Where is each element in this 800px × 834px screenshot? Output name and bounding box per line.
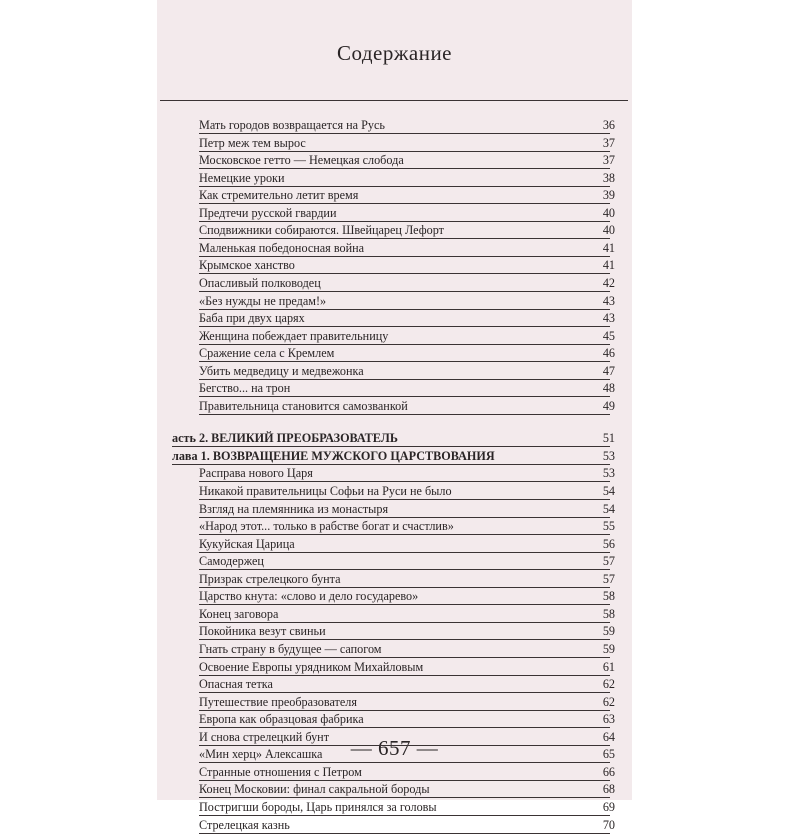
toc-entry-page: 42	[602, 276, 615, 290]
toc-entry	[0, 623, 800, 640]
toc-entry	[0, 293, 800, 310]
toc-entry-page: 63	[602, 712, 615, 727]
toc-entry-page: 46	[602, 346, 615, 361]
toc-entry	[0, 483, 800, 500]
toc-entry-title: «Мин херц» Алексашка	[199, 747, 323, 762]
toc-entry-title: лава 1. ВОЗВРАЩЕНИЕ МУЖСКОГО ЦАРСТВОВАНИЯ	[172, 448, 495, 463]
toc-entry	[0, 764, 800, 781]
toc-entry	[0, 465, 800, 482]
toc-entry-title: Расправа нового Царя	[199, 466, 313, 481]
toc-entry-title: Правительница становится самозванкой	[199, 398, 408, 413]
toc-entry-title: Маленькая победоносная война	[199, 240, 365, 255]
toc-entry	[0, 222, 800, 239]
toc-entry-title: Баба при двух царях	[199, 311, 305, 326]
toc-entry-page: 57	[602, 554, 615, 569]
toc-entry-title: Сподвижники собираются. Швейцарец Лефорт	[199, 223, 444, 238]
toc-entry-page: 53	[602, 466, 615, 481]
toc-entry-title: Опасная тетка	[199, 677, 273, 692]
toc-entry-page: 61	[602, 659, 615, 674]
toc-entry-title: Конец Московии: финал сакральной бороды	[199, 782, 430, 797]
toc-entry-title: Никакой правительницы Софьи на Руси не было	[199, 484, 452, 498]
toc-entry-page: 64	[602, 729, 615, 744]
toc-entry	[0, 448, 800, 465]
toc-entry-title: Царство кнута: «слово и дело государево»	[199, 589, 419, 604]
toc-entry-title: Немецкие уроки	[199, 170, 285, 185]
toc-entry-page: 51	[602, 431, 615, 446]
toc-entry	[0, 746, 800, 763]
toc-entry-title: Женщина побеждает правительницу	[199, 328, 389, 343]
toc-entry-page: 62	[602, 694, 615, 709]
toc-entry-title: Европа как образцовая фабрика	[199, 712, 364, 727]
toc-entry-title: Сражение села с Кремлем	[199, 346, 335, 361]
toc-entry-page: 56	[602, 536, 615, 551]
toc-entry-title: «Народ этот... только в рабстве богат и счастлив»	[199, 519, 454, 534]
toc-entry-page: 38	[602, 170, 615, 185]
toc-entry	[0, 553, 800, 570]
toc-entry-title: Кукуйская Царица	[199, 536, 295, 551]
toc-entry-page: 59	[602, 624, 615, 639]
toc-entry-page: 36	[602, 118, 615, 132]
toc-entry-page: 47	[602, 363, 615, 378]
toc-entry-page: 54	[602, 501, 615, 516]
toc-entry-page: 41	[602, 258, 615, 273]
toc-entry-page: 58	[602, 606, 615, 621]
toc-entry-page: 37	[602, 153, 615, 168]
toc-entry	[0, 606, 800, 623]
toc-entry-title: Как стремительно летит время	[199, 188, 359, 203]
toc-entry-page: 55	[602, 519, 615, 534]
toc-entry	[0, 799, 800, 816]
toc-entry-page: 40	[602, 205, 615, 220]
toc-entry-page: 43	[602, 293, 615, 308]
toc-entry	[0, 310, 800, 327]
toc-entry-page: 70	[602, 817, 615, 832]
toc-entry	[0, 240, 800, 257]
toc-entry	[0, 711, 800, 728]
toc-entry	[0, 152, 800, 169]
toc-entry-page: 40	[602, 223, 615, 238]
toc-entry-page: 41	[602, 240, 615, 255]
toc-entry	[0, 518, 800, 535]
toc-entry	[0, 571, 800, 588]
toc-entry-page: 58	[602, 589, 615, 604]
toc-entry	[0, 430, 800, 447]
toc-entry	[0, 328, 800, 345]
toc-entry-title: асть 2. ВЕЛИКИЙ ПРЕОБРАЗОВАТЕЛЬ	[172, 431, 398, 446]
toc-entry-title: Путешествие преобразователя	[199, 694, 357, 709]
toc-entry-title: Постригши бороды, Царь принялся за головы	[199, 799, 437, 814]
toc-entry-page: 68	[602, 782, 615, 797]
toc-entry-page: 45	[602, 328, 615, 343]
toc-entry	[0, 641, 800, 658]
toc-entry-title: Взгляд на племянника из монастыря	[199, 501, 389, 516]
toc-entry-title: Крымское ханство	[199, 258, 295, 273]
toc-entry-title: Предтечи русской гвардии	[199, 205, 337, 220]
toc-entry	[0, 363, 800, 380]
toc-entry	[0, 398, 800, 415]
toc-entry-title: Мать городов возвращается на Русь	[199, 118, 385, 132]
toc-entry-page: 49	[602, 398, 615, 413]
toc-entry-page: 43	[602, 311, 615, 326]
toc-entry	[0, 275, 800, 292]
toc-entry-title: Стрелецкая казнь	[199, 817, 290, 832]
toc-entry	[0, 536, 800, 553]
toc-entry-page: 62	[602, 677, 615, 692]
toc-entry-title: Призрак стрелецкого бунта	[199, 571, 341, 586]
toc-entry-page: 66	[602, 764, 615, 779]
toc-entry-title: Опасливый полководец	[199, 276, 321, 290]
toc-entry	[0, 729, 800, 746]
toc-entry	[0, 817, 800, 834]
contents-heading: Содержание	[336, 41, 453, 65]
toc-entry-title: Петр меж тем вырос	[199, 135, 306, 150]
toc-entry	[0, 345, 800, 362]
toc-entry-title: Конец заговора	[199, 606, 279, 621]
toc-entry-title: Убить медведицу и медвежонка	[199, 363, 364, 378]
toc-entry-title: «Без нужды не предам!»	[199, 293, 327, 308]
toc-entry-title: Московское гетто — Немецкая слобода	[199, 153, 404, 168]
toc-entry	[0, 170, 800, 187]
toc-entry	[0, 257, 800, 274]
toc-entry-page: 57	[602, 571, 615, 586]
toc-entry-title: Освоение Европы урядником Михайловым	[199, 659, 424, 674]
toc-entry-page: 48	[602, 381, 615, 396]
toc-entry-title: Самодержец	[199, 554, 264, 569]
toc-entry-page: 39	[602, 188, 615, 203]
toc-entry-page: 54	[602, 484, 615, 498]
toc-entry	[0, 380, 800, 397]
toc-entry	[0, 135, 800, 152]
toc-entry-title: Странные отношения с Петром	[199, 764, 362, 779]
toc-entry	[0, 117, 800, 134]
toc-entry-page: 53	[602, 448, 615, 463]
toc-entry-page: 65	[602, 747, 615, 762]
toc-entry	[0, 501, 800, 518]
toc-entry	[0, 781, 800, 798]
toc-entry	[0, 187, 800, 204]
toc-entry	[0, 205, 800, 222]
toc-entry-title: Бегство... на трон	[199, 381, 291, 396]
toc-entry-title: И снова стрелецкий бунт	[199, 729, 330, 744]
toc-entry-title: Покойника везут свиньи	[199, 624, 326, 639]
toc-entry-page: 37	[602, 135, 615, 150]
toc-entry-page: 59	[602, 642, 615, 656]
page-number: — 657 —	[350, 736, 439, 760]
toc-entry	[0, 588, 800, 605]
toc-entry-title: Гнать страну в будущее — сапогом	[199, 642, 382, 656]
toc-entry	[0, 676, 800, 693]
toc-entry	[0, 659, 800, 676]
toc-entry-page: 69	[602, 799, 615, 814]
toc-entry	[0, 694, 800, 711]
